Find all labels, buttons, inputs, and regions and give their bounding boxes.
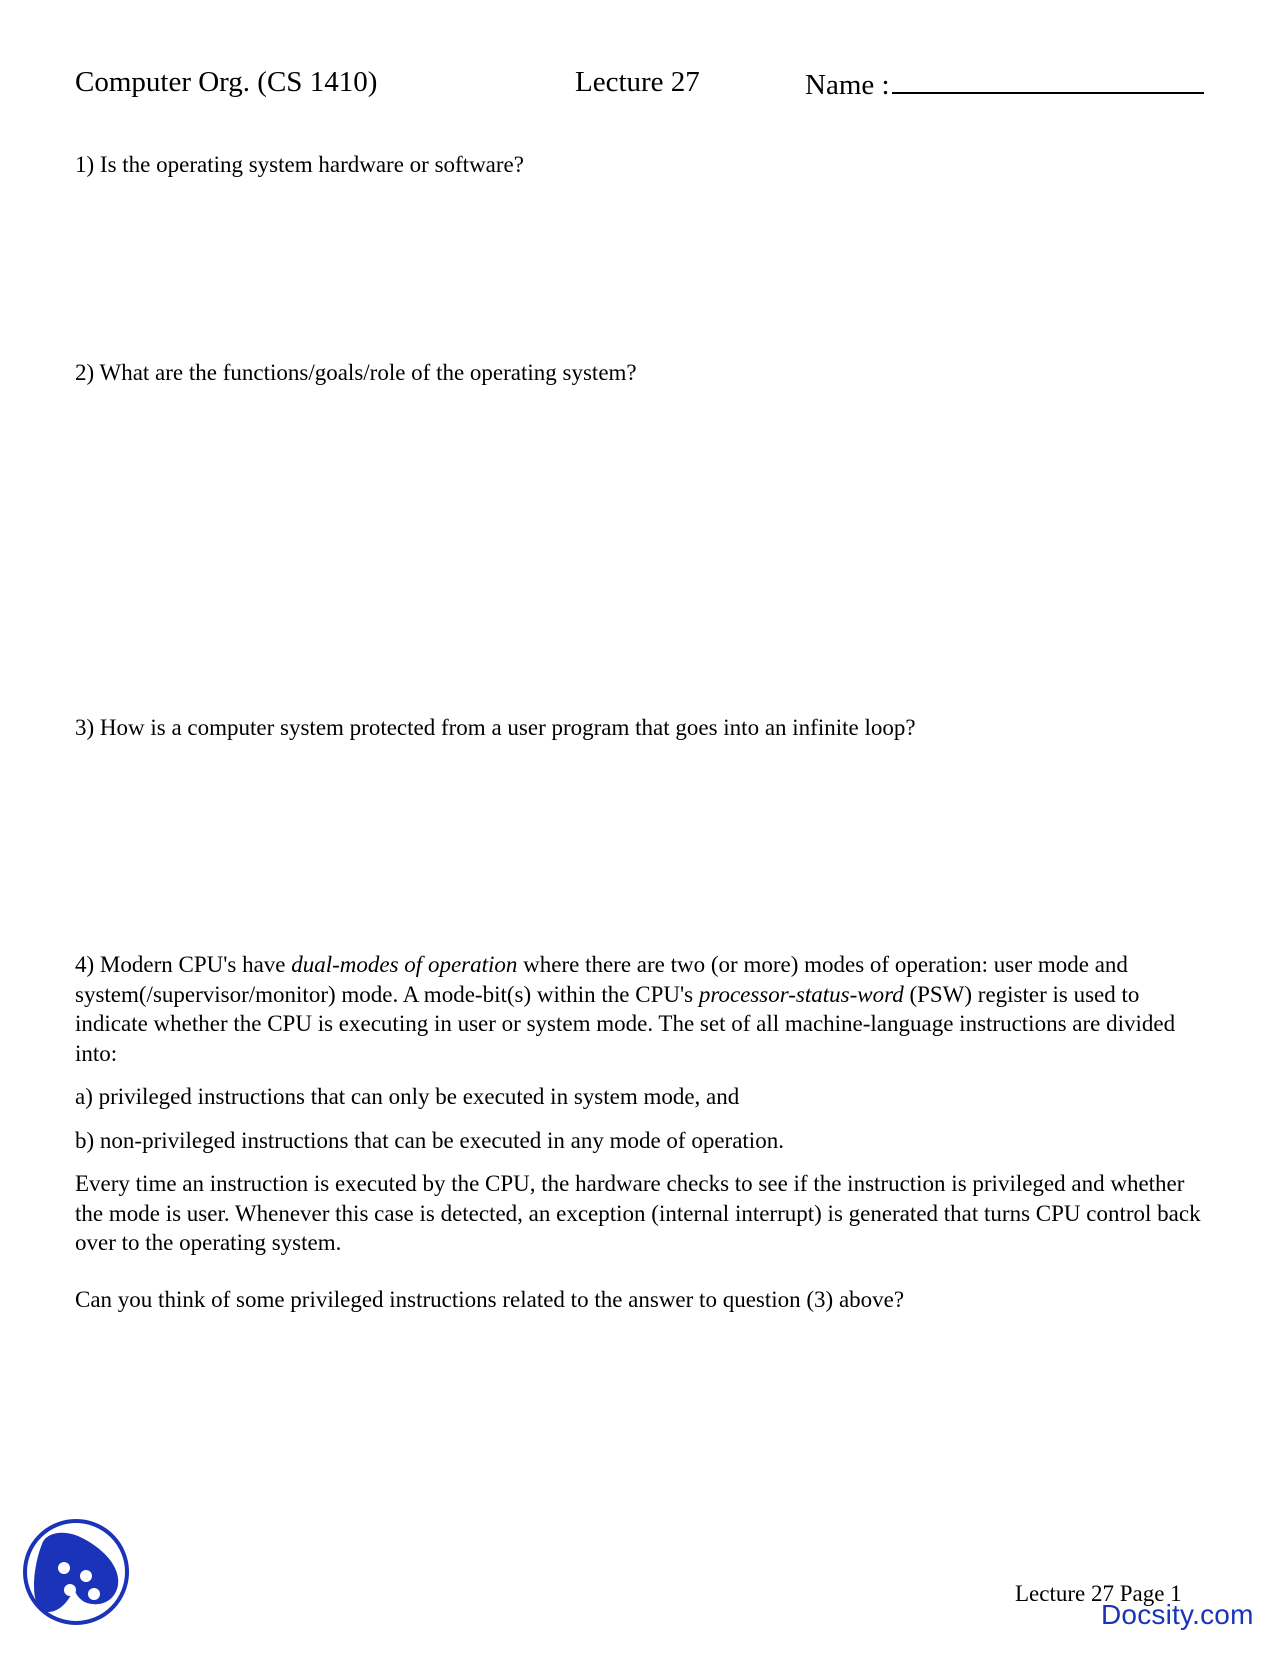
name-field bbox=[805, 66, 1204, 102]
page-header bbox=[75, 66, 1205, 106]
q4-term-dual-modes: dual-modes of operation bbox=[291, 952, 518, 977]
question-3: 3) How is a computer system protected from a user program that goes into an infinite loop? bbox=[75, 715, 916, 740]
q4-item-a: a) privileged instructions that can only be executed in system mode, and bbox=[75, 1084, 740, 1109]
question-1: 1) Is the operating system hardware or software? bbox=[75, 152, 524, 177]
question-4 bbox=[75, 950, 1215, 1314]
name-blank-line bbox=[892, 66, 1204, 94]
question-4-intro bbox=[75, 950, 1215, 1068]
lecture-number: Lecture 27 bbox=[575, 66, 700, 98]
docsity-brand-text[interactable]: Docsity.com bbox=[1101, 1599, 1254, 1630]
question-2: 2) What are the functions/goals/role of the operating system? bbox=[75, 360, 637, 385]
q4-intro-suffix: (PSW) register is used to indicate whether the CPU is executing in user or system mode. The set of all machine-language instructions are divided into: bbox=[75, 981, 1176, 1066]
q4-question: Can you think of some privileged instructions related to the answer to question (3) above? bbox=[75, 1286, 905, 1312]
q4-term-psw: processor-status-word bbox=[698, 981, 904, 1007]
q4-item-b: b) non-privileged instructions that can be executed in any mode of operation. bbox=[75, 1127, 784, 1153]
q4-intro-prefix: 4) Modern CPU's have bbox=[75, 952, 292, 977]
name-label: Name : bbox=[805, 69, 890, 101]
q4-intro-middle: where there are two (or more) modes of operation: user mode and system(/supervisor/monitor) mode. A mode-bit(s) within the CPU's bbox=[75, 952, 1128, 1007]
q4-explanation: Every time an instruction is executed by the CPU, the hardware checks to see if the instruction is privileged and whether the mode is user. Whenever this case is detected, an exception (internal interrupt) is generated that turns CPU control back over to the operating system. bbox=[75, 1171, 1201, 1255]
course-title: Computer Org. (CS 1410) bbox=[75, 66, 378, 98]
docsity-logo-icon bbox=[20, 1516, 132, 1628]
page-footer-number: Lecture 27 Page 1 bbox=[1015, 1581, 1182, 1606]
